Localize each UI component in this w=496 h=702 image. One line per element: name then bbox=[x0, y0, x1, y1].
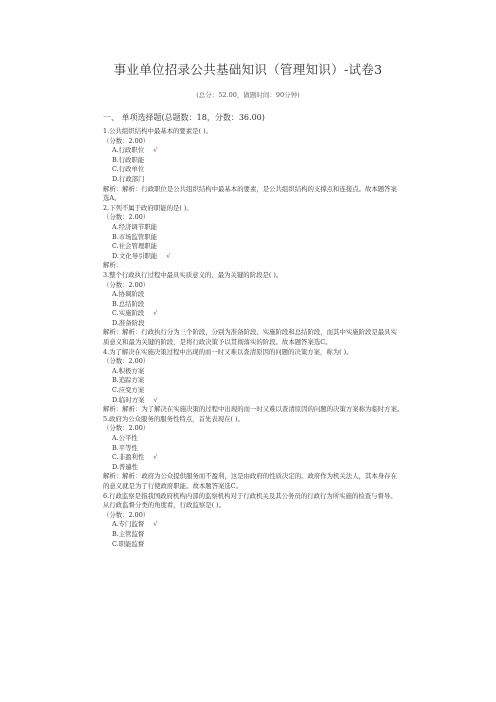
check-icon: √ bbox=[153, 520, 158, 529]
option: B.平等性 bbox=[112, 443, 138, 452]
option: A.行政职位 √ bbox=[112, 146, 158, 155]
question-stem: 6.行政监察是指我国政府机构内部的监察机构对于行政机关及其公务员的行政行为所实施的检查与督导。 bbox=[103, 491, 397, 500]
analysis-line: 的意义就是为了行使政府职能。故本题答案选C。 bbox=[103, 481, 243, 490]
option: C.实施阶段 √ bbox=[112, 309, 158, 318]
questions-body bbox=[103, 127, 403, 549]
question-score: （分数：2.00） bbox=[103, 510, 150, 519]
check-icon: √ bbox=[153, 395, 158, 404]
option: A.专门监督 √ bbox=[112, 520, 158, 529]
option: C.职能监督 bbox=[112, 539, 145, 548]
check-icon: √ bbox=[153, 309, 158, 318]
option: A.公平性 bbox=[112, 434, 138, 442]
question-stem: 4.为了解决在实施决策过程中出现的而一时又难以查清原因的问题的决策方案，称为( )。 bbox=[103, 347, 353, 356]
option: D.行政部门 bbox=[112, 174, 145, 183]
option: B.追踪方案 bbox=[112, 376, 145, 385]
check-icon: √ bbox=[153, 146, 158, 155]
question-score: （分数：2.00） bbox=[103, 136, 150, 145]
question-stem: 从行政监督分类的角度看，行政监察是( )。 bbox=[103, 501, 226, 510]
analysis-line: 选A。 bbox=[103, 194, 121, 203]
option: A.经济调节职能 bbox=[112, 222, 157, 231]
option: B.行政职能 bbox=[112, 155, 145, 164]
question-4 bbox=[103, 348, 403, 415]
option: B.市场监管职能 bbox=[112, 232, 158, 241]
option: A.积极方案 bbox=[112, 366, 145, 375]
option: B.主管监督 bbox=[112, 529, 145, 538]
question-stem: 3.整个行政执行过程中最具实质意义的、最为关键的阶段是( )。 bbox=[103, 270, 283, 279]
option: C.行政单位 bbox=[112, 165, 145, 174]
question-stem: 1.公共组织结构中最基本的要素是( )。 bbox=[103, 127, 212, 135]
analysis-line: 解析：解析：行政执行分为三个阶段，分别为准备阶段、实施阶段和总结阶段，而其中实施阶段是最具实 bbox=[103, 328, 397, 337]
check-icon: √ bbox=[153, 453, 158, 462]
document-title: 事业单位招录公共基础知识（管理知识）-试卷3 bbox=[113, 62, 383, 77]
analysis-line: 解析：解析：为了解决在实施决策的过程中出现的而一时又难以查清原因的问题的决策方案称为临时方案。 bbox=[103, 405, 404, 414]
analysis-line: 解析：解析：行政职位是公共组织结构中最基本的要素，是公共组织结构的支撑点和连接点。故本题答案 bbox=[103, 184, 397, 193]
question-score: （分数：2.00） bbox=[103, 424, 150, 433]
question-2 bbox=[103, 204, 403, 271]
check-icon: √ bbox=[166, 251, 171, 260]
option: D.文化导引职能 √ bbox=[112, 251, 171, 260]
question-1 bbox=[103, 127, 403, 204]
question-score: （分数：2.00） bbox=[103, 213, 150, 222]
analysis-line: 解析：解析：政府为公众提供服务而不盈利，这是由政府的性质决定的。政府作为机关法人，其本身存在 bbox=[103, 472, 397, 481]
question-6 bbox=[103, 492, 403, 550]
option: D.普遍性 bbox=[112, 462, 139, 471]
option: C.应变方案 bbox=[112, 386, 145, 395]
question-stem: 5.政府为公众服务的服务性特点，首先表现在( )。 bbox=[103, 414, 244, 423]
document-subtitle: (总分：52.00，做题时间：90分钟) bbox=[196, 91, 300, 99]
question-score: （分数：2.00） bbox=[103, 357, 150, 366]
option: B.总结阶段 bbox=[112, 299, 145, 308]
question-score: （分数：2.00） bbox=[103, 280, 150, 289]
analysis-line: 质意义和最为关键的阶段，是将行政决策予以贯彻落实的阶段。故本题答案选C。 bbox=[103, 338, 332, 347]
option: C.非盈利性 √ bbox=[112, 453, 158, 462]
section-heading: 一、 单项选择题(总题数：18，分数：36.00) bbox=[103, 113, 265, 122]
option: A.协调阶段 bbox=[112, 290, 145, 299]
question-3 bbox=[103, 271, 403, 348]
analysis-line: 解析： bbox=[103, 261, 123, 270]
question-stem: 2.下列不属于政府职能的是( )。 bbox=[103, 203, 193, 212]
question-5 bbox=[103, 415, 403, 492]
option: D.临时方案 √ bbox=[112, 395, 158, 404]
option: C.社会管理职能 bbox=[112, 242, 158, 251]
option: D.准备阶段 bbox=[112, 318, 145, 327]
